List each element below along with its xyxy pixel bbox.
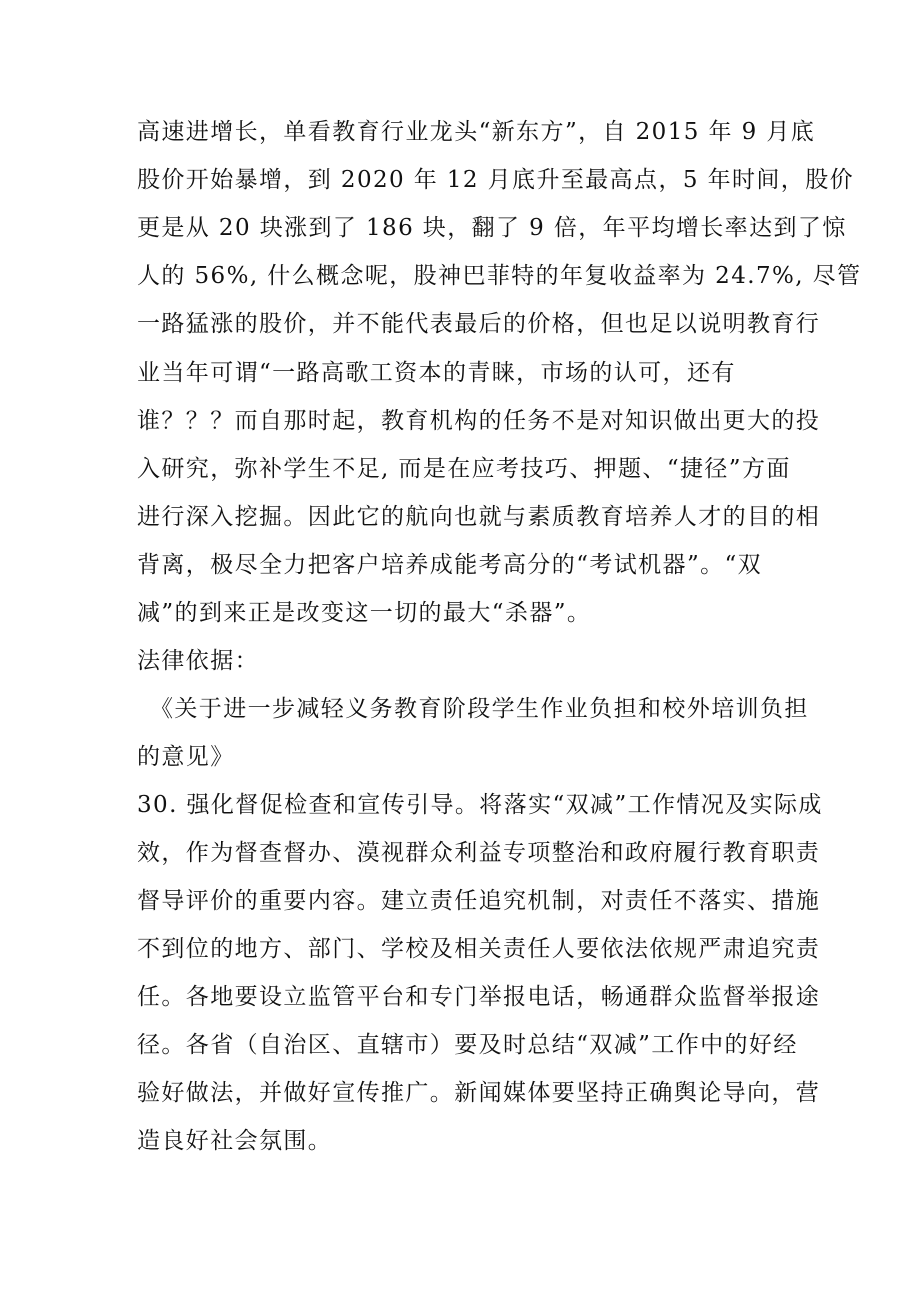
paragraph-1-line: 更是从 20 块涨到了 186 块，翻了 9 倍，年平均增长率达到了惊 bbox=[137, 215, 847, 241]
article-30-line: 验好做法，并做好宣传推广。新闻媒体要坚持正确舆论导向，营 bbox=[137, 1080, 821, 1106]
law-title-line: 《关于进一步减轻义务教育阶段学生作业负担和校外培训负担 bbox=[150, 696, 809, 722]
article-30-line: 效，作为督查督办、漠视群众利益专项整治和政府履行教育职责 bbox=[137, 840, 821, 866]
paragraph-1-line: 入研究，弥补学生不足, 而是在应考技巧、押题、“捷径”方面 bbox=[137, 456, 791, 482]
article-30-line: 造良好社会氛围。 bbox=[137, 1128, 333, 1154]
paragraph-1-line: 减”的到来正是改变这一切的最大“杀器”。 bbox=[137, 600, 592, 626]
paragraph-1-line: 人的 56%, 什么概念呢，股神巴菲特的年复收益率为 24.7%, 尽管 bbox=[137, 263, 862, 289]
article-30-line: 径。各省（自治区、直辖市）要及时总结“双减”工作中的好经 bbox=[137, 1032, 798, 1058]
paragraph-1-line: 背离，极尽全力把客户培养成能考高分的“考试机器”。“双 bbox=[137, 552, 763, 578]
paragraph-1-line: 高速进增长，单看教育行业龙头“新东方”，自 2015 年 9 月底 bbox=[137, 119, 816, 145]
law-title-line: 的意见》 bbox=[137, 744, 235, 770]
article-30-line: 任。各地要设立监管平台和专门举报电话，畅通群众监督举报途 bbox=[137, 984, 821, 1010]
article-30-line: 30. 强化督促检查和宣传引导。将落实“双减”工作情况及实际成 bbox=[137, 792, 823, 818]
article-30-line: 督导评价的重要内容。建立责任追究机制，对责任不落实、措施 bbox=[137, 888, 821, 914]
article-30-line: 不到位的地方、部门、学校及相关责任人要依法依规严肃追究责 bbox=[137, 936, 821, 962]
legal-basis-label: 法律依据： bbox=[137, 648, 259, 674]
paragraph-1-line: 谁？？？而自那时起，教育机构的任务不是对知识做出更大的投 bbox=[137, 408, 821, 434]
paragraph-1-line: 股价开始暴增，到 2020 年 12 月底升至最高点，5 年时间，股价 bbox=[137, 167, 854, 193]
paragraph-1-line: 一路猛涨的股价，并不能代表最后的价格，但也足以说明教育行 bbox=[137, 311, 821, 337]
paragraph-1-line: 业当年可谓“一路高歌工资本的青睐，市场的认可，还有 bbox=[137, 360, 736, 386]
paragraph-1-line: 进行深入挖掘。因此它的航向也就与素质教育培养人才的目的相 bbox=[137, 504, 821, 530]
